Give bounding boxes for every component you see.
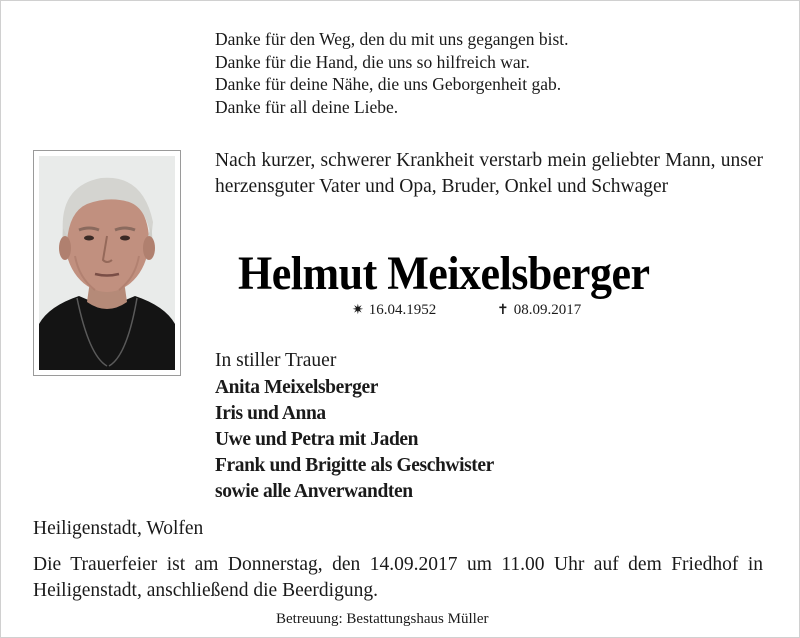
poem-line: Danke für den Weg, den du mit uns gegangen bist. [215, 29, 569, 49]
star-icon: ✷ [352, 303, 364, 318]
poem [215, 28, 569, 118]
mourner-name: sowie alle Anverwandten [215, 481, 413, 502]
ceremony-text: Die Trauerfeier ist am Donnerstag, den 14.09.2017 um 11.00 Uhr auf dem Friedhof in Heiligenstadt, anschließend die Beerdigung. [33, 554, 763, 601]
undertaker-text: Betreuung: Bestattungshaus Müller [276, 611, 489, 627]
mourner-name: Anita Meixelsberger [215, 377, 378, 398]
intro-text: Nach kurzer, schwerer Krankheit verstarb mein geliebter Mann, unser herzensguter Vater und Opa, Bruder, Onkel und Schwager [215, 150, 763, 197]
birth-date [352, 302, 436, 319]
mourners-list [215, 375, 494, 505]
place-text: Heiligenstadt, Wolfen [33, 518, 204, 539]
deceased-name: Helmut Meixelsberger [238, 247, 650, 300]
cross-icon: ✝ [497, 303, 509, 318]
mourner-name: Frank und Brigitte als Geschwister [215, 455, 494, 476]
mourner-name: Iris und Anna [215, 403, 326, 424]
poem-line: Danke für die Hand, die uns so hilfreich war. [215, 51, 530, 72]
mourner-name: Uwe und Petra mit Jaden [215, 429, 419, 450]
portrait-photo [33, 150, 181, 376]
poem-line: Danke für all deine Liebe. [215, 96, 399, 117]
poem-line: Danke für deine Nähe, die uns Geborgenheit gab. [215, 74, 562, 94]
death-date-value: 08.09.2017 [513, 302, 582, 318]
death-date [497, 302, 581, 319]
mourning-intro: In stiller Trauer [215, 350, 337, 371]
birth-date-value: 16.04.1952 [368, 302, 437, 318]
portrait-image [39, 156, 175, 370]
